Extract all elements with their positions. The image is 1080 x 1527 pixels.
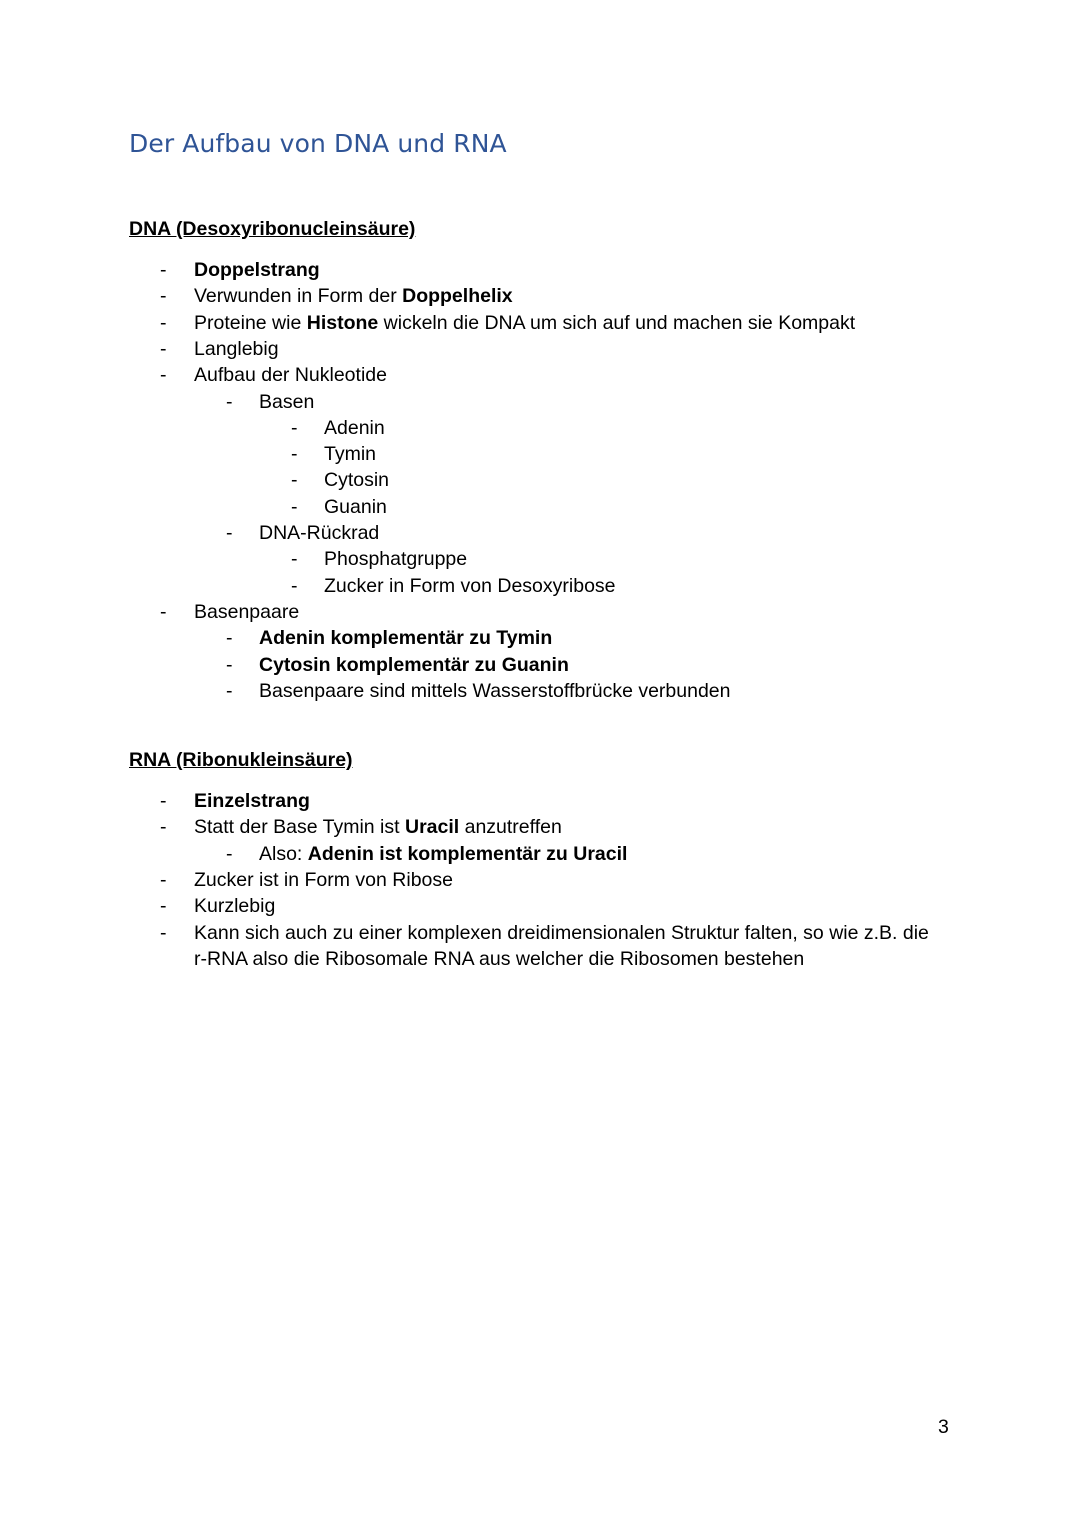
list-bullet: - (291, 469, 298, 492)
list-item-text (194, 946, 804, 972)
list-bullet: - (291, 443, 298, 466)
text-run: Statt der Base Tymin ist (194, 816, 405, 839)
bold-text: Doppelstrang (194, 259, 320, 281)
list-item-text (259, 652, 569, 678)
text-run: r-RNA also die Ribosomale RNA aus welcher die Ribosomen bestehen (194, 947, 805, 970)
text-run: Kurzlebig (194, 895, 276, 918)
list-item-text (324, 494, 387, 520)
text-run: Basen (259, 390, 315, 413)
text-run: Langlebig (194, 337, 279, 360)
list-bullet: - (226, 522, 233, 544)
bold-text: Histone (306, 311, 379, 334)
list-bullet: - (291, 548, 298, 571)
list-bullet: - (160, 259, 167, 281)
list-bullet: - (160, 364, 167, 387)
text-run: anzutreffen (459, 816, 562, 839)
list-item-text (324, 441, 376, 467)
bold-text: Adenin komplementär zu Tymin (259, 627, 553, 650)
text-run: wickeln die DNA um sich auf und machen sie Kompakt (378, 311, 856, 334)
list-bullet: - (226, 653, 233, 676)
list-bullet: - (226, 627, 233, 650)
list-bullet: - (226, 842, 233, 865)
list-bullet: - (160, 895, 167, 918)
text-run: Adenin (324, 416, 385, 439)
list-item-text (194, 788, 310, 814)
text-run: Zucker ist in Form von Ribose (194, 868, 453, 891)
list-bullet: - (160, 311, 167, 334)
list-bullet: - (226, 679, 233, 702)
list-bullet: - (226, 390, 233, 413)
list-bullet: - (160, 816, 167, 839)
list-bullet: - (160, 921, 167, 944)
list-bullet: - (160, 337, 167, 360)
list-item-text (194, 814, 562, 840)
list-bullet: - (160, 285, 167, 308)
list-item-text (194, 893, 275, 919)
text-run: Tymin (324, 443, 377, 466)
list-item-text (194, 257, 320, 283)
list-item-text (194, 867, 453, 893)
list-item-text (259, 520, 379, 546)
list-item-text (194, 362, 387, 388)
list-item-text (194, 336, 279, 362)
rna-section-heading: RNA (Ribonukleinsäure) (129, 749, 353, 771)
text-run: DNA-Rückrad (259, 522, 380, 544)
list-bullet: - (160, 600, 167, 623)
page-title: Der Aufbau von DNA und RNA (129, 129, 507, 158)
bold-text: Adenin ist komplementär zu Uracil (307, 842, 628, 865)
list-bullet: - (291, 574, 298, 597)
list-item-text (259, 625, 552, 651)
list-item-text (324, 573, 616, 599)
list-item-text (324, 546, 467, 572)
dna-section-heading: DNA (Desoxyribonucleinsäure) (129, 218, 416, 240)
text-run: Kann sich auch zu einer komplexen dreidimensionalen Struktur falten, so wie z.B. die (194, 921, 929, 944)
list-bullet: - (160, 868, 167, 891)
list-item-text (194, 310, 855, 336)
list-bullet: - (160, 790, 167, 812)
list-item-text (259, 841, 627, 867)
list-bullet: - (291, 416, 298, 439)
list-bullet: - (291, 495, 298, 518)
text-run: Basenpaare sind mittels Wasserstoffbrücke verbunden (259, 679, 731, 702)
text-run: Cytosin (324, 469, 390, 492)
bold-text: Doppelhelix (402, 285, 513, 308)
list-item-text (324, 415, 385, 441)
text-run: Also: (259, 842, 308, 865)
text-run: Guanin (324, 495, 387, 518)
page-number: 3 (938, 1416, 949, 1438)
text-run: Verwunden in Form der (194, 285, 403, 308)
list-item-text (324, 467, 389, 493)
list-item-text (259, 678, 731, 704)
list-item-text (194, 920, 929, 946)
text-run: Zucker in Form von Desoxyribose (324, 574, 616, 597)
text-run: Basenpaare (194, 600, 300, 623)
bold-text: Uracil (404, 816, 460, 839)
list-item-text (194, 599, 299, 625)
text-run: Proteine wie (194, 311, 307, 334)
bold-text: Cytosin komplementär zu Guanin (259, 653, 569, 676)
text-run: Phosphatgruppe (324, 548, 468, 571)
text-run: Aufbau der Nukleotide (194, 364, 387, 387)
list-item-text (259, 389, 314, 415)
list-item-text (194, 283, 513, 309)
bold-text: Einzelstrang (194, 790, 310, 812)
